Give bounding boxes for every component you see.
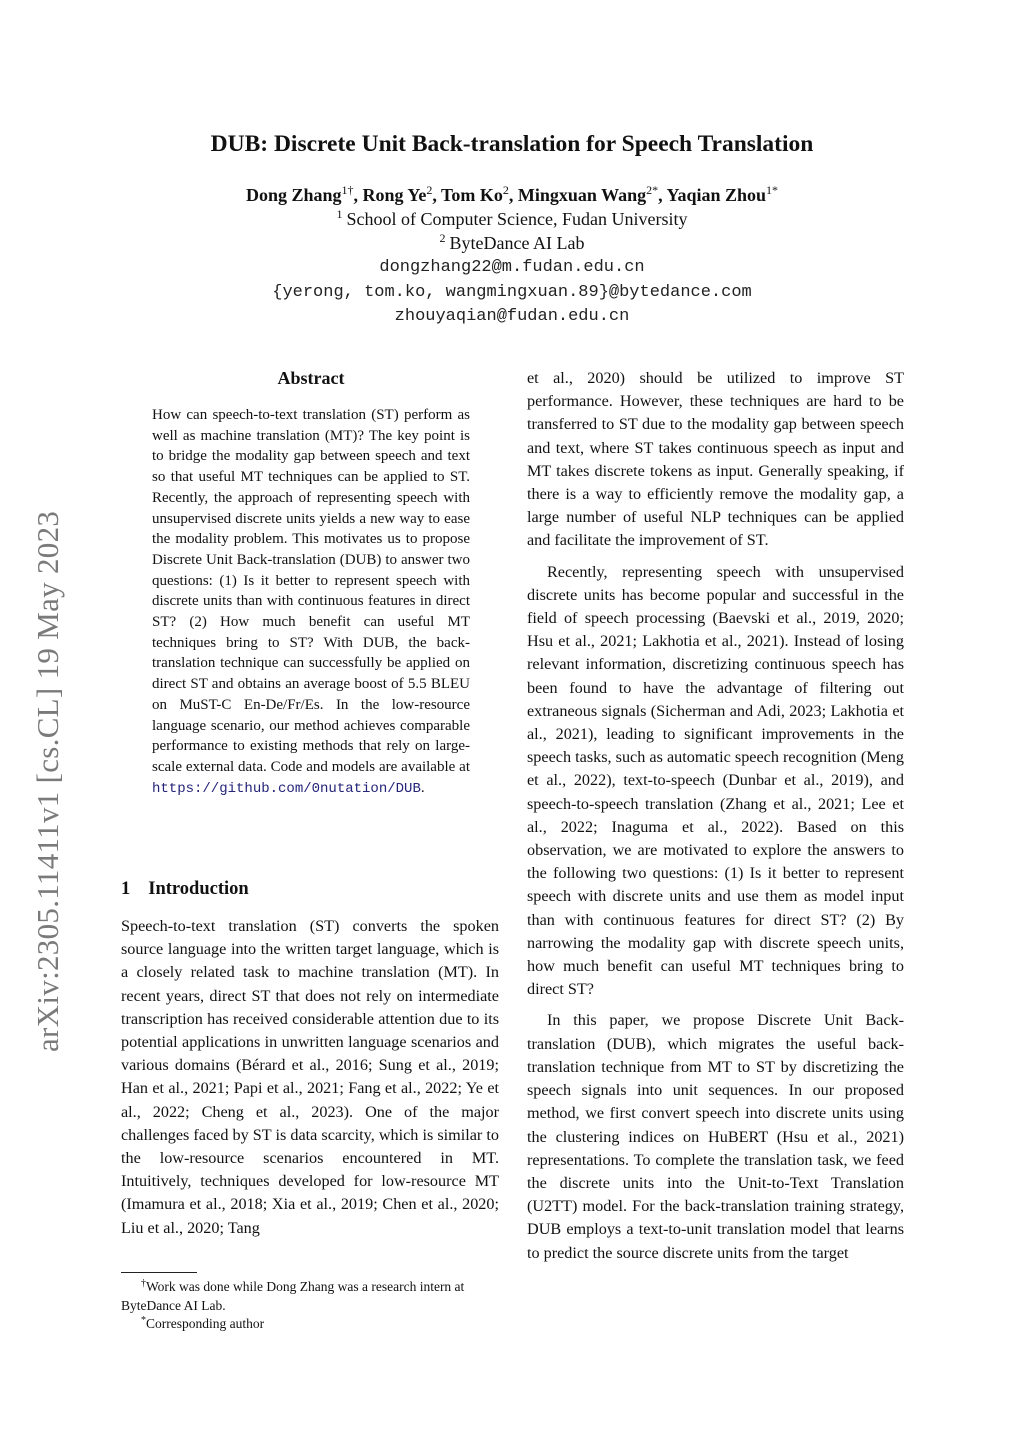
footnote: *Corresponding author (141, 1315, 265, 1331)
paragraph: In this paper, we propose Discrete Unit Back-translation (DUB), which migrates the useful back-translation technique from MT to ST by discretizing the speech signals into unit sequences. In our proposed method, we first convert speech into discrete units using the clustering indices on HuBERT (Hsu et al., 2021) representations. To complete the translation task, we feed the discrete units into the Unit-to-Text Translation (U2TT) model. For the back-translation training strategy, DUB employs a text-to-unit translation model that learns to predict the source discrete units from the target (527, 1011, 904, 1262)
author-mark: 1† (341, 183, 354, 197)
author-mark: 1* (766, 183, 779, 197)
affiliation-fudan: $^1$ School of Computer Science, Fudan University (336, 207, 688, 229)
paragraph: Speech-to-text translation (ST) converts the spoken source language into the written target language, which is a closely related task to machine translation (MT). In recent years, direct ST that does not rely on intermediate transcription has received considerable attention due to its potential applications in unwritten language scenarios and various domains (Bérard et al., 2016; Sung et al., 2019; Han et al., 2021; Papi et al., 2021; Fang et al., 2022; Ye et al., 2022; Cheng et al., 2023). One of the major challenges faced by ST is data scarcity, which is similar to the low-resource scenarios encountered in MT. Intuitively, techniques developed for low-resource MT (Imamura et al., 2018; Xia et al., 2019; Chen et al., 2020; Liu et al., 2020; Tang (121, 917, 499, 1237)
author-mark: 2* (646, 183, 659, 197)
author-mark: 2 (502, 183, 509, 197)
footnote: †Work was done while Dong Zhang was a research intern at ByteDance AI Lab. (121, 1278, 465, 1313)
right-column-body (527, 367, 904, 1273)
left-column-body (121, 915, 499, 1248)
code-repository-link[interactable]: https://github.com/0nutation/DUB (152, 780, 421, 797)
arxiv-identifier-stamp[interactable]: arXiv:2305.11411v1 [cs.CL] 19 May 2023 (30, 510, 65, 1052)
footnote-divider (121, 1272, 197, 1273)
section-heading-introduction: 1 Introduction (121, 879, 249, 899)
affiliation-bytedance: $^2$ ByteDance AI Lab (439, 231, 585, 253)
author-name: Dong Zhang (245, 185, 342, 205)
email-address[interactable]: dongzhang22@m.fudan.edu.cn (379, 258, 645, 277)
paragraph: Recently, representing speech with unsupervised discrete units has become popular and successful in the field of speech processing (Baevski et al., 2019, 2020; Hsu et al., 2021; Lakhotia et al., 2021). Instead of losing relevant information, discretizing continuous speech has been found to have the advantage of filtering out extraneous signals (Sicherman and Adi, 2023; Lakhotia et al., 2021), leading to significant improvements in the speech tasks, such as automatic speech recognition (Meng et al., 2022), text-to-speech (Dunbar et al., 2019), and speech-to-speech translation (Zhang et al., 2021; Lee et al., 2022; Inaguma et al., 2022). Based on this observation, we are motivated to explore the answers to the following two questions: (1) Is it better to represent speech with discrete units and use them as model input than with continuous features for direct ST? (2) By narrowing the modality gap with discrete speech units, how much benefit can useful MT techniques bring to direct ST? (527, 562, 904, 999)
author-name: Tom Ko (441, 185, 503, 205)
author-name: Rong Ye (362, 185, 427, 205)
email-address[interactable]: zhouyaqian@fudan.edu.cn (394, 307, 630, 326)
author-name: Yaqian Zhou (666, 185, 767, 205)
footnotes (121, 1278, 501, 1334)
abstract-body: How can speech-to-text translation (ST) perform as well as machine translation (MT)? The key point is to bridge the modality gap between speech and text so that useful MT techniques can be applied to ST. Recently, the approach of representing speech with unsupervised discrete units yields a new way to ease the modality problem. This motivates us to propose Discrete Unit Back-translation (DUB) to answer two questions: (1) Is it better to represent speech with discrete units than with continuous features in direct ST? (2) How much benefit can useful MT techniques bring to ST? With DUB, the back-translation technique can successfully be applied on direct ST and obtains an average boost of 5.5 BLEU on MuST-C En-De/Fr/Es. In the low-resource language scenario, our method achieves comparable performance to existing methods that rely on large-scale external data. Code and models are available at https://github.com/0nutation/DUB. (152, 407, 470, 797)
author-mark: 2 (426, 183, 433, 197)
email-address[interactable]: {yerong, tom.ko, wangmingxuan.89}@bytedance.com (272, 283, 752, 302)
author-name: Mingxuan Wang (517, 185, 647, 205)
paper-title: DUB: Discrete Unit Back-translation for Speech Translation (210, 131, 814, 157)
paragraph: et al., 2020) should be utilized to improve ST performance. However, these techniques are hard to be transferred to ST due to the modality gap between speech and text, where ST takes continuous speech as input and MT takes discrete tokens as input. Generally speaking, if there is a way to efficiently remove the modality gap, a large number of useful NLP techniques can be applied and facilitate the improvement of ST. (527, 369, 904, 550)
abstract-heading: Abstract (277, 368, 345, 388)
author-list: Dong Zhang$^{1\dagger}$, Rong Ye$^2$, Tom Ko$^2$, Mingxuan Wang$^{2*}$, Yaqian Zhou$^{1*}$ (245, 183, 779, 205)
